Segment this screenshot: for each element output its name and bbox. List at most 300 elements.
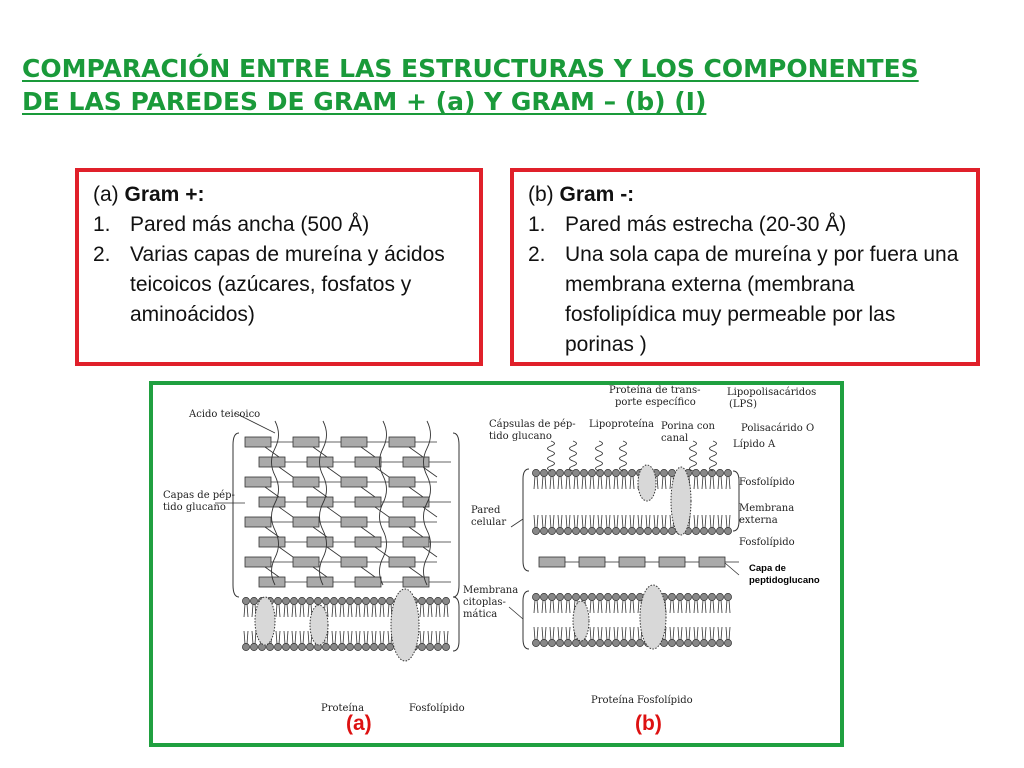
gram-neg-inner-membrane-tail	[702, 600, 703, 613]
label-fosfolipido-b1: Fosfolípido	[739, 477, 795, 488]
gram-neg-outer-membrane-tail	[638, 515, 639, 528]
gram-neg-peptidoglycan-unit	[539, 557, 565, 567]
gram-neg-inner-membrane-tail	[686, 600, 687, 613]
gram-neg-inner-membrane-head	[596, 593, 603, 600]
gram-pos-peptidoglycan-crosslink	[279, 507, 293, 517]
gram-neg-inner-membrane-tail	[689, 600, 690, 613]
gram-neg-outer-membrane-tail	[609, 515, 610, 528]
gram-neg-inner-membrane-tail	[609, 627, 610, 640]
porin-with-channel	[671, 467, 691, 535]
label-porina-2: canal	[661, 433, 689, 444]
gram-pos-membrane-tail	[343, 604, 344, 617]
gram-neg-inner-membrane-tail	[673, 627, 674, 640]
gram-neg-inner-membrane-tail	[638, 627, 639, 640]
gram-neg-outer-membrane-head	[548, 527, 555, 534]
gram-neg-outer-membrane-tail	[598, 476, 599, 489]
gram-pos-membrane-tail	[308, 631, 309, 644]
label-capa-1: Capa de	[749, 563, 786, 574]
gram-neg-inner-membrane-head	[556, 593, 563, 600]
gram-pos-peptidoglycan-unit	[245, 557, 271, 567]
gram-pos-membrane-tail	[247, 604, 248, 617]
gram-neg-outer-membrane-head	[628, 469, 635, 476]
gram-pos-peptidoglycan-unit	[293, 557, 319, 567]
gram-pos-membrane-tail	[284, 604, 285, 617]
gram-neg-outer-membrane-tail	[542, 476, 543, 489]
gram-neg-outer-membrane-tail	[662, 515, 663, 528]
label-membrana-2: citoplas-	[463, 597, 506, 608]
gram-neg-wall-bracket	[523, 469, 529, 571]
label-pared-1: Pared	[471, 505, 501, 516]
gram-pos-membrane-tail	[284, 631, 285, 644]
cell-wall-diagram	[153, 385, 840, 743]
gram-pos-membrane-tail	[431, 631, 432, 644]
label-lps-1: Lipopolisacáridos	[727, 387, 817, 398]
gram-pos-membrane-tail	[276, 631, 277, 644]
label-polisacarido: Polisacárido O	[741, 423, 815, 434]
gram-neg-inner-membrane-head	[724, 639, 731, 646]
gram-pos-membrane-tail	[444, 604, 445, 617]
gram-neg-inner-membrane-head	[540, 639, 547, 646]
label-fosfolipido-a: Fosfolípido	[409, 703, 465, 714]
gram-neg-outer-membrane-tail	[622, 476, 623, 489]
gram-neg-inner-membrane-tail	[678, 600, 679, 613]
gram-positive-list	[93, 210, 469, 330]
gram-neg-outer-membrane-tail	[593, 515, 594, 528]
lps-strand	[596, 441, 603, 471]
gram-pos-membrane-tail	[420, 604, 421, 617]
gram-neg-outer-membrane-head	[660, 527, 667, 534]
gram-neg-outer-membrane-tail	[705, 515, 706, 528]
gram-pos-membrane-tail	[439, 631, 440, 644]
gram-neg-inner-membrane-tail	[705, 600, 706, 613]
gram-neg-outer-membrane-tail	[585, 476, 586, 489]
gram-pos-membrane-head	[354, 597, 361, 604]
gram-neg-outer-membrane-tail	[622, 515, 623, 528]
gram-pos-membrane-head	[418, 643, 425, 650]
gram-negative-list	[528, 210, 966, 360]
gram-neg-outer-membrane-tail	[606, 476, 607, 489]
gram-neg-inner-membrane-tail	[561, 600, 562, 613]
gram-neg-outer-membrane-tail	[566, 515, 567, 528]
lps-strand	[570, 441, 577, 471]
gram-pos-peptidoglycan-crosslink	[409, 527, 423, 537]
gram-neg-inner-membrane-head	[700, 639, 707, 646]
gram-neg-outer-membrane-tail	[582, 476, 583, 489]
gram-neg-inner-membrane-tail	[681, 627, 682, 640]
gram-neg-outer-membrane-head	[716, 469, 723, 476]
gram-pos-peptidoglycan-unit	[259, 497, 285, 507]
gram-neg-inner-membrane-tail	[721, 627, 722, 640]
gram-pos-peptidoglycan-unit	[341, 517, 367, 527]
gram-neg-outer-membrane-tail	[569, 476, 570, 489]
gram-neg-inner-membrane-tail	[689, 627, 690, 640]
gram-pos-membrane-head	[242, 597, 249, 604]
gram-pos-membrane-tail	[244, 631, 245, 644]
label-proteina-b: Proteína	[591, 695, 635, 706]
gram-neg-outer-membrane-head	[660, 469, 667, 476]
gram-neg-inner-membrane-tail	[625, 627, 626, 640]
gram-pos-membrane-tail	[303, 604, 304, 617]
gram-neg-outer-membrane-head	[556, 527, 563, 534]
gram-neg-outer-membrane-tail	[585, 515, 586, 528]
gram-neg-inner-membrane-tail	[673, 600, 674, 613]
gram-pos-membrane-tail	[372, 631, 373, 644]
gram-neg-outer-membrane-head	[724, 469, 731, 476]
gram-pos-peptidoglycan-unit	[403, 457, 429, 467]
gram-neg-outer-membrane-tail	[665, 476, 666, 489]
gram-neg-inner-membrane-head	[620, 639, 627, 646]
gram-neg-inner-membrane-tail	[622, 600, 623, 613]
gram-pos-membrane-head	[306, 643, 313, 650]
gram-neg-outer-membrane-head	[572, 527, 579, 534]
gram-pos-membrane-head	[426, 597, 433, 604]
gram-neg-outer-membrane-head	[612, 469, 619, 476]
label-lipido-a: Lípido A	[733, 439, 776, 450]
gram-neg-inner-membrane-tail	[726, 627, 727, 640]
gram-pos-membrane-tail	[351, 604, 352, 617]
gram-neg-inner-membrane-tail	[601, 600, 602, 613]
gram-pos-membrane-head	[298, 643, 305, 650]
gram-neg-outer-membrane-tail	[662, 476, 663, 489]
gram-pos-membrane-tail	[279, 604, 280, 617]
gram-pos-membrane-tail	[364, 604, 365, 617]
cell-wall-figure	[149, 381, 844, 747]
gram-pos-peptidoglycan-unit	[293, 437, 319, 447]
gram-neg-inner-membrane-tail	[553, 600, 554, 613]
gram-pos-membrane-tail	[303, 631, 304, 644]
gram-neg-outer-membrane-head	[724, 527, 731, 534]
gram-neg-outer-membrane-tail	[601, 476, 602, 489]
gram-pos-peptidoglycan-unit	[293, 477, 319, 487]
gram-neg-outer-membrane-tail	[545, 476, 546, 489]
gram-pos-membrane-head	[378, 643, 385, 650]
gram-neg-inner-membrane-head	[692, 593, 699, 600]
gram-neg-outer-membrane-head	[700, 469, 707, 476]
gram-pos-membrane-tail	[300, 631, 301, 644]
gram-neg-outer-membrane-tail	[601, 515, 602, 528]
gram-neg-outer-membrane-head	[652, 527, 659, 534]
gram-neg-outer-membrane-tail	[569, 515, 570, 528]
gram-pos-membrane-tail	[447, 604, 448, 617]
label-capa-2: peptidoglucano	[749, 575, 820, 586]
gram-neg-membrane-bracket	[523, 591, 529, 649]
gram-neg-inner-membrane-tail	[630, 600, 631, 613]
gram-neg-inner-membrane-tail	[566, 600, 567, 613]
gram-neg-outer-membrane-head	[708, 527, 715, 534]
label-acido-teicoico: Acido teicoico	[189, 409, 261, 420]
gram-neg-inner-membrane-tail	[638, 600, 639, 613]
gram-pos-membrane-tail	[359, 631, 360, 644]
gram-pos-membrane-tail	[375, 604, 376, 617]
gram-neg-inner-membrane-tail	[545, 627, 546, 640]
gram-neg-outer-membrane-head	[588, 469, 595, 476]
gram-neg-inner-membrane-head	[716, 639, 723, 646]
leader-membrana	[509, 607, 523, 619]
gram-pos-membrane-tail	[335, 604, 336, 617]
gram-pos-peptidoglycan-crosslink	[313, 487, 327, 497]
gram-neg-outer-membrane-tail	[710, 515, 711, 528]
gram-neg-outer-membrane-tail	[550, 476, 551, 489]
gram-negative-heading: (b) Gram -:	[528, 183, 635, 206]
gram-neg-inner-membrane-tail	[625, 600, 626, 613]
gram-neg-outer-membrane-head	[612, 527, 619, 534]
gram-neg-inner-membrane-tail	[721, 600, 722, 613]
gram-pos-membrane-tail	[292, 604, 293, 617]
gram-neg-outer-membrane-head	[620, 527, 627, 534]
gram-neg-inner-membrane-head	[628, 593, 635, 600]
gram-pos-peptidoglycan-unit	[355, 497, 381, 507]
gram-pos-peptidoglycan-crosslink	[361, 527, 375, 537]
list-item: 2. Varias capas de mureína y ácidos teicoicos (azúcares, fosfatos y aminoácidos)	[93, 243, 445, 326]
gram-pos-membrane-tail	[348, 604, 349, 617]
gram-pos-membrane-tail	[295, 604, 296, 617]
gram-neg-outer-membrane-tail	[614, 515, 615, 528]
gram-neg-outer-membrane-tail	[713, 515, 714, 528]
gram-pos-peptidoglycan-crosslink	[409, 487, 423, 497]
gram-pos-peptidoglycan-unit	[259, 537, 285, 547]
gram-neg-inner-membrane-head	[588, 639, 595, 646]
gram-pos-membrane-tail	[420, 631, 421, 644]
gram-neg-inner-membrane-head	[532, 593, 539, 600]
gram-neg-peptidoglycan-unit	[619, 557, 645, 567]
gram-neg-inner-membrane-tail	[558, 627, 559, 640]
gram-pos-membrane-tail	[295, 631, 296, 644]
gram-pos-peptidoglycan-crosslink	[265, 487, 279, 497]
gram-neg-outer-membrane-head	[580, 469, 587, 476]
gram-pos-membrane-tail	[367, 631, 368, 644]
gram-neg-outer-membrane-tail	[705, 476, 706, 489]
gram-neg-outer-membrane-tail	[542, 515, 543, 528]
gram-pos-membrane-head	[386, 643, 393, 650]
gram-pos-membrane-head	[274, 597, 281, 604]
gram-positive-heading: (a) Gram +:	[93, 183, 205, 206]
title-line-1: COMPARACIÓN ENTRE LAS ESTRUCTURAS Y LOS COMPONENTES	[22, 54, 919, 83]
gram-pos-membrane-head	[330, 643, 337, 650]
gram-pos-peptidoglycan-unit	[341, 437, 367, 447]
gram-neg-inner-membrane-tail	[558, 600, 559, 613]
gram-neg-outer-membrane-head	[716, 527, 723, 534]
gram-pos-peptidoglycan-unit	[403, 577, 429, 587]
gram-neg-outer-membrane-tail	[598, 515, 599, 528]
lps-strand	[710, 441, 717, 471]
gram-neg-inner-membrane-tail	[694, 627, 695, 640]
gram-pos-left-bracket	[233, 433, 239, 597]
gram-neg-inner-membrane-head	[684, 639, 691, 646]
slide-title	[22, 52, 1002, 118]
gram-neg-inner-membrane-head	[612, 639, 619, 646]
gram-pos-membrane-tail	[380, 604, 381, 617]
gram-neg-inner-membrane-head	[596, 639, 603, 646]
label-proteina-a: Proteína	[321, 703, 365, 714]
gram-neg-inner-membrane-head	[588, 593, 595, 600]
gram-neg-outer-membrane-tail	[614, 476, 615, 489]
gram-pos-peptidoglycan-unit	[245, 477, 271, 487]
gram-neg-inner-membrane-head	[708, 639, 715, 646]
gram-pos-membrane-tail	[383, 631, 384, 644]
gram-pos-peptidoglycan-crosslink	[409, 447, 423, 457]
gram-neg-inner-membrane-tail	[569, 627, 570, 640]
gram-pos-membrane-head	[282, 643, 289, 650]
gram-pos-peptidoglycan-unit	[389, 477, 415, 487]
gram-neg-inner-membrane-tail	[569, 600, 570, 613]
gram-neg-outer-membrane-tail	[617, 515, 618, 528]
gram-neg-outer-membrane-tail	[633, 515, 634, 528]
gram-pos-membrane-tail	[383, 604, 384, 617]
gram-neg-outer-membrane-head	[604, 527, 611, 534]
gram-neg-outer-membrane-tail	[577, 515, 578, 528]
gram-neg-outer-membrane-tail	[625, 476, 626, 489]
gram-neg-outer-membrane-tail	[553, 476, 554, 489]
gram-neg-inner-membrane-head	[716, 593, 723, 600]
gram-pos-membrane-head	[250, 597, 257, 604]
gram-neg-inner-membrane-tail	[702, 627, 703, 640]
label-ext-1: Membrana	[739, 503, 795, 514]
gram-neg-inner-membrane-head	[668, 639, 675, 646]
gram-neg-inner-membrane-tail	[713, 627, 714, 640]
gram-neg-peptidoglycan-unit	[579, 557, 605, 567]
gram-neg-inner-membrane-head	[540, 593, 547, 600]
gram-pos-wall-bracket	[453, 433, 459, 597]
gram-neg-inner-membrane-tail	[550, 600, 551, 613]
gram-pos-peptidoglycan-crosslink	[279, 467, 293, 477]
gram-pos-membrane-head	[290, 643, 297, 650]
gram-neg-outer-membrane-tail	[534, 476, 535, 489]
gram-neg-outer-membrane-head	[636, 527, 643, 534]
gram-neg-outer-membrane-tail	[630, 515, 631, 528]
gram-pos-peptidoglycan-crosslink	[361, 487, 375, 497]
gram-pos-membrane-tail	[343, 631, 344, 644]
gram-neg-outer-membrane-tail	[710, 476, 711, 489]
gram-pos-membrane-head	[362, 597, 369, 604]
gram-neg-outer-membrane-head	[540, 527, 547, 534]
gram-pos-peptidoglycan-crosslink	[327, 507, 341, 517]
list-item: 1. Pared más estrecha (20-30 Å)	[528, 213, 847, 236]
gram-neg-peptidoglycan-unit	[659, 557, 685, 567]
gram-neg-outer-membrane-tail	[697, 476, 698, 489]
gram-neg-inner-membrane-tail	[678, 627, 679, 640]
gram-neg-inner-membrane-tail	[686, 627, 687, 640]
gram-neg-inner-membrane-tail	[537, 600, 538, 613]
gram-neg-inner-membrane-tail	[601, 627, 602, 640]
gram-neg-outer-membrane-tail	[625, 515, 626, 528]
gram-neg-inner-membrane-tail	[542, 600, 543, 613]
gram-neg-inner-membrane-tail	[593, 627, 594, 640]
gram-pos-membrane-tail	[340, 631, 341, 644]
label-fosfolipido-b2: Fosfolípido	[739, 537, 795, 548]
gram-neg-inner-membrane-tail	[545, 600, 546, 613]
gram-pos-membrane-tail	[287, 631, 288, 644]
gram-neg-inner-membrane-tail	[681, 600, 682, 613]
gram-neg-inner-membrane-tail	[598, 627, 599, 640]
gram-pos-peptidoglycan-unit	[389, 437, 415, 447]
gram-pos-membrane-head	[314, 597, 321, 604]
gram-pos-membrane-head	[378, 597, 385, 604]
gram-neg-outer-membrane-tail	[649, 515, 650, 528]
gram-pos-membrane-tail	[431, 604, 432, 617]
gram-neg-inner-membrane-tail	[713, 600, 714, 613]
gram-pos-membrane-tail	[447, 631, 448, 644]
gram-pos-membrane-head	[330, 597, 337, 604]
gram-pos-membrane-tail	[351, 631, 352, 644]
gram-neg-inner-membrane-tail	[534, 627, 535, 640]
transport-protein	[638, 465, 656, 501]
gram-pos-peptidoglycan-crosslink	[375, 507, 389, 517]
gram-neg-inner-membrane-head	[620, 593, 627, 600]
gram-pos-membrane-tail	[439, 604, 440, 617]
gram-neg-inner-membrane-tail	[718, 600, 719, 613]
gram-neg-outer-membrane-head	[628, 527, 635, 534]
gram-pos-membrane-tail	[332, 604, 333, 617]
gram-neg-outer-membrane-tail	[606, 515, 607, 528]
gram-neg-outer-membrane-tail	[593, 476, 594, 489]
gram-pos-membrane-tail	[356, 604, 357, 617]
gram-pos-membrane-head	[354, 643, 361, 650]
gram-pos-membrane-head	[290, 597, 297, 604]
gram-pos-membrane-head	[282, 597, 289, 604]
gram-neg-outer-membrane-head	[532, 469, 539, 476]
gram-neg-inner-membrane-head	[572, 593, 579, 600]
gram-pos-membrane-tail	[423, 604, 424, 617]
gram-pos-membrane-tail	[444, 631, 445, 644]
gram-neg-outer-membrane-tail	[561, 515, 562, 528]
gram-neg-inner-membrane-head	[532, 639, 539, 646]
label-membrana-1: Membrana	[463, 585, 519, 596]
gram-pos-peptidoglycan-crosslink	[375, 547, 389, 557]
list-item: 1. Pared más ancha (500 Å)	[93, 213, 370, 236]
gram-neg-outer-membrane-tail	[702, 476, 703, 489]
gram-pos-membrane-tail	[252, 631, 253, 644]
gram-neg-inner-membrane-head	[628, 639, 635, 646]
gram-neg-outer-membrane-tail	[561, 476, 562, 489]
gram-neg-outer-membrane-tail	[630, 476, 631, 489]
list-item: 2. Una sola capa de mureína y por fuera una membrana externa (membrana fosfolipídica muy permeable por las porinas )	[528, 243, 959, 356]
gram-neg-outer-membrane-tail	[609, 476, 610, 489]
gram-neg-inner-membrane-head	[604, 593, 611, 600]
gram-neg-outer-membrane-tail	[537, 476, 538, 489]
gram-neg-inner-membrane-head	[724, 593, 731, 600]
gram-pos-peptidoglycan-unit	[245, 437, 271, 447]
gram-neg-inner-membrane-tail	[617, 600, 618, 613]
gram-pos-membrane-tail	[372, 604, 373, 617]
gram-pos-peptidoglycan-unit	[403, 497, 429, 507]
label-capsulas-2: tido glucano	[489, 431, 552, 442]
gram-pos-membrane-tail	[367, 604, 368, 617]
gram-neg-outer-membrane-tail	[726, 476, 727, 489]
gram-neg-peptidoglycan-unit	[699, 557, 725, 567]
gram-pos-membrane-tail	[436, 604, 437, 617]
gram-neg-inner-membrane-head	[548, 639, 555, 646]
gram-neg-inner-membrane-tail	[630, 627, 631, 640]
gram-neg-outer-membrane-tail	[590, 515, 591, 528]
gram-pos-membrane-tail	[348, 631, 349, 644]
gram-pos-membrane-head	[242, 643, 249, 650]
gram-neg-outer-membrane-tail	[646, 515, 647, 528]
lps-strand	[690, 441, 697, 471]
gram-pos-membrane-tail	[388, 631, 389, 644]
gram-pos-membrane-tail	[380, 631, 381, 644]
gram-pos-membrane-head	[322, 597, 329, 604]
gram-neg-inner-membrane-tail	[617, 627, 618, 640]
gram-neg-outer-membrane-tail	[553, 515, 554, 528]
gram-pos-peptidoglycan-crosslink	[361, 567, 375, 577]
gram-neg-inner-membrane-tail	[566, 627, 567, 640]
gram-neg-outer-membrane-tail	[657, 476, 658, 489]
gram-pos-membrane-tail	[308, 604, 309, 617]
gram-neg-outer-membrane-tail	[550, 515, 551, 528]
gram-neg-inner-membrane-tail	[550, 627, 551, 640]
label-pared-2: celular	[471, 517, 507, 528]
gram-neg-inner-membrane-head	[548, 593, 555, 600]
